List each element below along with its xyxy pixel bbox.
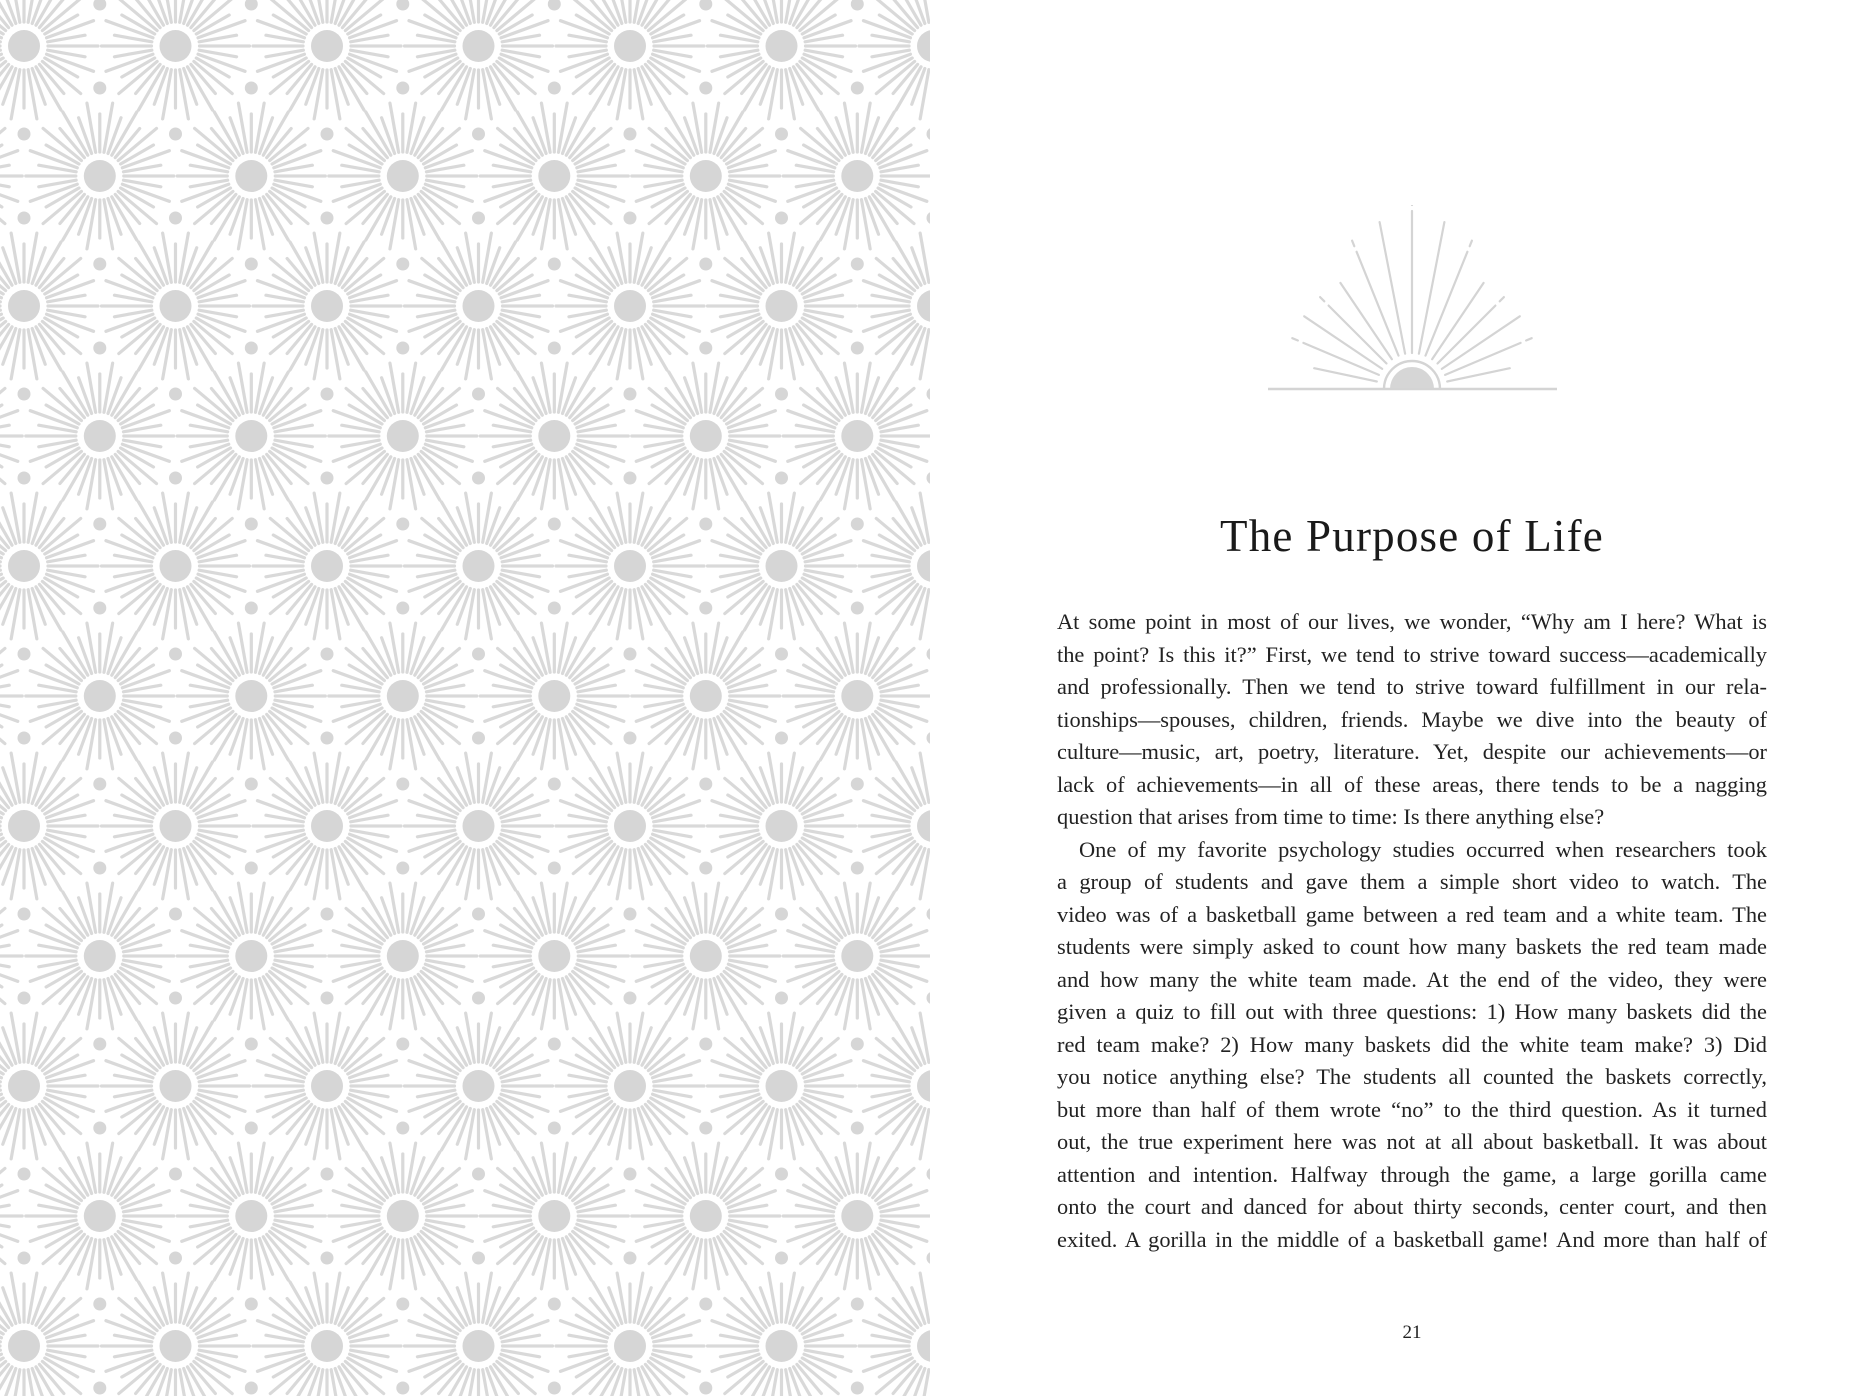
text-line: exited. A gorilla in the middle of a basketball game! And more than half of	[1057, 1226, 1767, 1252]
text-line: given a quiz to fill out with three questions: 1) How many baskets did the	[1057, 999, 1767, 1024]
text-line: question that arises from time to time: Is there anything else?	[1057, 804, 1605, 829]
page-number: 21	[1402, 1322, 1422, 1343]
text-line: lack of achievements—in all of these areas, there tends to be a nagging	[1057, 771, 1767, 797]
text-line: One of my favorite psychology studies occurred when researchers took	[1079, 836, 1767, 862]
text-line: and professionally. Then we tend to strive toward fulfillment in our rela-	[1057, 674, 1767, 699]
text-line: a group of students and gave them a simple short video to watch. The	[1057, 869, 1767, 894]
text-line: culture—music, art, poetry, literature. Yet, despite our achievements—or	[1057, 739, 1767, 764]
text-line: you notice anything else? The students all counted the baskets correctly,	[1057, 1064, 1767, 1089]
body-text	[1057, 606, 1767, 1256]
text-line: out, the true experiment here was not at all about basketball. It was about	[1057, 1129, 1767, 1154]
text-line: and how many the white team made. At the end of the video, they were	[1057, 966, 1767, 992]
text-line: the point? Is this it?” First, we tend to strive toward success—academically	[1057, 641, 1767, 667]
rising-sun-icon	[1260, 205, 1565, 395]
text-line: attention and intention. Halfway through the game, a large gorilla came	[1057, 1161, 1767, 1187]
text-line: onto the court and danced for about thirty seconds, center court, and then	[1057, 1194, 1767, 1219]
left-page-pattern	[0, 0, 930, 1396]
text-line: At some point in most of our lives, we wonder, “Why am I here? What is	[1057, 609, 1767, 634]
chapter-title: The Purpose of Life	[1220, 511, 1604, 561]
text-line: students were simply asked to count how many baskets the red team made	[1057, 934, 1767, 959]
text-line: red team make? 2) How many baskets did the white team make? 3) Did	[1057, 1031, 1767, 1057]
text-line: but more than half of them wrote “no” to the third question. As it turned	[1057, 1096, 1767, 1122]
text-line: tionships—spouses, children, friends. Maybe we dive into the beauty of	[1057, 706, 1767, 732]
text-line: video was of a basketball game between a red team and a white team. The	[1057, 901, 1767, 927]
sunburst-pattern-icon	[0, 0, 930, 1396]
